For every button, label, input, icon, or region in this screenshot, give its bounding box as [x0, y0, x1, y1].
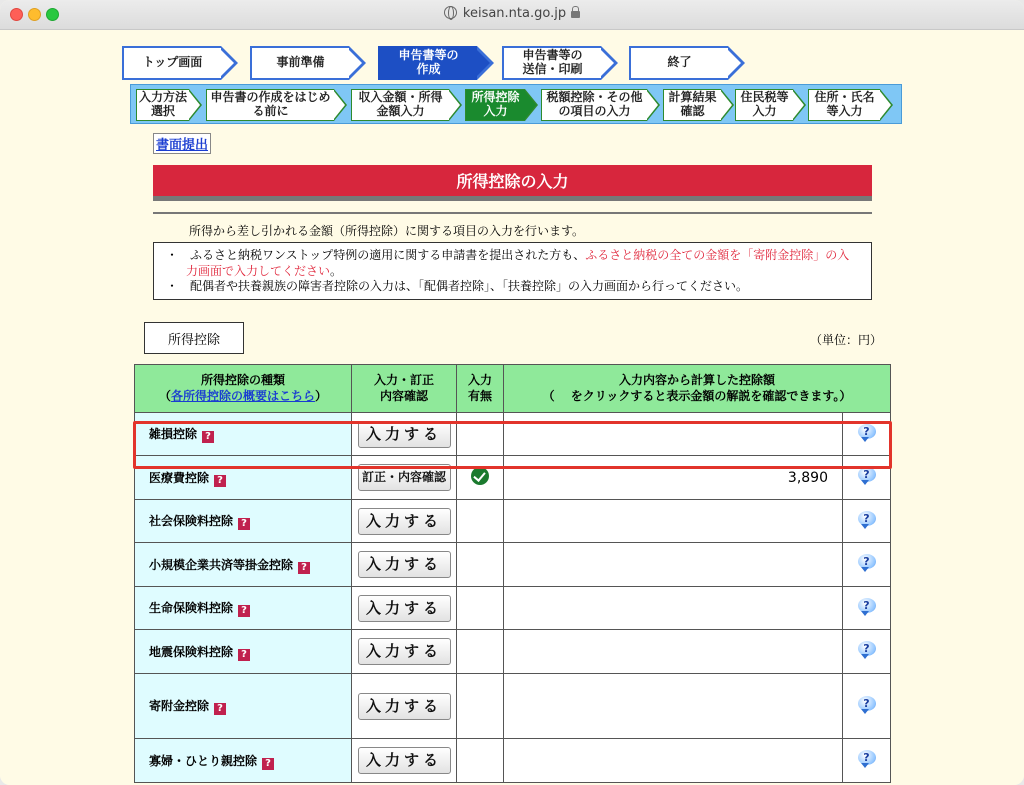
- page-content: [0, 31, 1024, 785]
- deduction-name-cell: [135, 739, 352, 783]
- input-button-cell: [352, 543, 457, 587]
- deduction-name-cell: [135, 630, 352, 674]
- check-icon: [471, 467, 489, 485]
- amount-cell: [504, 674, 843, 739]
- deduction-name: 雑損控除: [149, 427, 198, 441]
- step-create: [378, 46, 477, 80]
- help-cell: [843, 630, 891, 674]
- input-button[interactable]: 入力する: [358, 747, 451, 774]
- step-label: 申告書等の 送信・印刷: [522, 48, 583, 76]
- help-badge-icon[interactable]: ?: [202, 431, 214, 443]
- amount-cell: [504, 413, 843, 456]
- deduction-overview-link[interactable]: 各所得控除の概要はこちら: [170, 388, 315, 403]
- help-bubble-icon[interactable]: [856, 424, 878, 442]
- step-label: 申告書の作成をはじめ る前に: [210, 90, 331, 118]
- deduction-name-cell: [135, 674, 352, 739]
- unit-label: （単位：円）: [810, 333, 883, 347]
- input-button[interactable]: 入力する: [358, 693, 451, 720]
- title-bar: [0, 0, 1024, 30]
- has-input-cell: [457, 587, 504, 630]
- substep-tax-credit: [541, 89, 647, 121]
- help-bubble-icon[interactable]: [856, 554, 878, 572]
- help-badge-icon[interactable]: ?: [238, 605, 250, 617]
- step-label: 入力方法 選択: [138, 90, 187, 118]
- deduction-name-cell: [135, 500, 352, 543]
- step-label: 申告書等の 作成: [398, 48, 459, 76]
- header-amount: 入力内容から計算した控除額 （ をクリックすると表示金額の解説を確認できます。）: [504, 365, 891, 413]
- substep-income[interactable]: [351, 89, 449, 121]
- table-header: [135, 365, 891, 413]
- deduction-name: 社会保険料控除: [149, 514, 234, 528]
- amount-cell: [504, 587, 843, 630]
- notice-box: [153, 242, 872, 300]
- deduction-name-cell: [135, 413, 352, 456]
- step-label: 収入金額・所得 金額入力: [358, 90, 443, 118]
- input-button-cell: [352, 413, 457, 456]
- step-label: 計算結果 確認: [668, 90, 717, 118]
- paper-submission-link[interactable]: 書面提出: [153, 133, 211, 154]
- input-button[interactable]: 入力する: [358, 421, 451, 448]
- step-label: トップ画面: [142, 55, 203, 70]
- amount-cell: [504, 500, 843, 543]
- address-bar[interactable]: [0, 6, 1024, 21]
- table-row: [135, 500, 891, 543]
- step-prep[interactable]: [250, 46, 349, 80]
- table-row: [135, 739, 891, 783]
- step-send: [502, 46, 601, 80]
- step-label: 住民税等 入力: [740, 90, 789, 118]
- has-input-cell: [457, 739, 504, 783]
- help-bubble-icon[interactable]: [856, 641, 878, 659]
- help-cell: [843, 543, 891, 587]
- step-top[interactable]: [122, 46, 221, 80]
- deduction-name-cell: [135, 587, 352, 630]
- has-input-cell: [457, 630, 504, 674]
- help-cell: [843, 500, 891, 543]
- substep-deduction: [465, 89, 525, 121]
- step-label: 終了: [667, 55, 692, 70]
- step-label: 税額控除・その他 の項目の入力: [546, 90, 643, 118]
- deduction-name: 寄附金控除: [149, 699, 210, 713]
- help-badge-icon[interactable]: ?: [238, 649, 250, 661]
- amount-cell: [504, 543, 843, 587]
- substep-input-method[interactable]: [136, 89, 189, 121]
- table-row: [135, 413, 891, 456]
- deduction-name-cell: [135, 543, 352, 587]
- header-type: 所得控除の種類 （各所得控除の概要はこちら）: [135, 365, 352, 413]
- url-text: keisan.nta.go.jp: [462, 6, 567, 21]
- help-cell: [843, 739, 891, 783]
- input-button-cell: [352, 739, 457, 783]
- help-bubble-icon[interactable]: [856, 696, 878, 714]
- deduction-name: 寡婦・ひとり親控除: [149, 753, 258, 768]
- input-button[interactable]: 入力する: [358, 551, 451, 578]
- notice-2: ・ 配偶者や扶養親族の障害者控除の入力は、「配偶者控除」、「扶養控除」の入力画面から行ってください。: [166, 279, 749, 294]
- page-description: 所得から差し引かれる金額（所得控除）に関する項目の入力を行います。: [153, 212, 872, 239]
- input-button-cell: [352, 674, 457, 739]
- help-cell: [843, 413, 891, 456]
- deduction-name: 生命保険料控除: [149, 601, 234, 615]
- help-badge-icon[interactable]: ?: [262, 758, 274, 770]
- substep-resident-tax: [735, 89, 793, 121]
- step-label: 事前準備: [276, 55, 325, 70]
- substep-address: [808, 89, 880, 121]
- deduction-name: 小規模企業共済等掛金控除: [149, 557, 294, 572]
- has-input-cell: [457, 500, 504, 543]
- amount-cell: [504, 739, 843, 783]
- table-row: [135, 543, 891, 587]
- input-button-cell: [352, 456, 457, 500]
- step-label: 所得控除 入力: [471, 90, 520, 118]
- help-badge-icon[interactable]: ?: [214, 475, 226, 487]
- page-title: 所得控除の入力: [153, 165, 872, 201]
- help-bubble-icon[interactable]: [856, 598, 878, 616]
- edit-confirm-button[interactable]: 訂正・内容確認: [358, 464, 451, 491]
- globe-icon: [444, 6, 457, 19]
- help-badge-icon[interactable]: ?: [214, 703, 226, 715]
- has-input-cell: [457, 413, 504, 456]
- help-bubble-icon[interactable]: [856, 467, 878, 485]
- deduction-name: 医療費控除: [149, 470, 210, 485]
- step-label: 住所・氏名 等入力: [814, 90, 875, 118]
- lock-icon: [571, 11, 580, 18]
- help-cell: [843, 674, 891, 739]
- help-bubble-icon[interactable]: [856, 750, 878, 768]
- help-badge-icon[interactable]: ?: [238, 518, 250, 530]
- header-input: 入力・訂正 内容確認: [352, 365, 457, 413]
- input-button[interactable]: 入力する: [358, 638, 451, 665]
- input-button-cell: [352, 587, 457, 630]
- table-row: [135, 456, 891, 500]
- help-cell: [843, 456, 891, 500]
- has-input-cell: [457, 674, 504, 739]
- has-input-cell: [457, 543, 504, 587]
- input-button[interactable]: 入力する: [358, 595, 451, 622]
- deduction-table: [134, 364, 891, 783]
- has-input-cell: [457, 456, 504, 500]
- table-row: [135, 630, 891, 674]
- input-button[interactable]: 入力する: [358, 508, 451, 535]
- help-badge-icon[interactable]: ?: [298, 562, 310, 574]
- substep-result: [663, 89, 721, 121]
- help-bubble-icon[interactable]: [856, 511, 878, 529]
- step-end: [629, 46, 728, 80]
- amount-cell: [504, 630, 843, 674]
- table-row: [135, 674, 891, 739]
- notice-1: ・ ふるさと納税ワンストップ特例の適用に関する申請書を提出された方も、ふるさと納税の全ての金額を「寄附金控除」の入力画面で入力してください。: [166, 248, 850, 278]
- input-button-cell: [352, 500, 457, 543]
- tab-income-deduction[interactable]: 所得控除: [144, 322, 244, 354]
- header-has: 入力 有無: [457, 365, 504, 413]
- help-cell: [843, 587, 891, 630]
- deduction-name-cell: [135, 456, 352, 500]
- input-button-cell: [352, 630, 457, 674]
- deduction-name: 地震保険料控除: [149, 644, 234, 659]
- substep-before-start[interactable]: [206, 89, 334, 121]
- progress-steps-sub: [130, 84, 902, 124]
- amount-cell: 3,890: [504, 456, 843, 500]
- table-row: [135, 587, 891, 630]
